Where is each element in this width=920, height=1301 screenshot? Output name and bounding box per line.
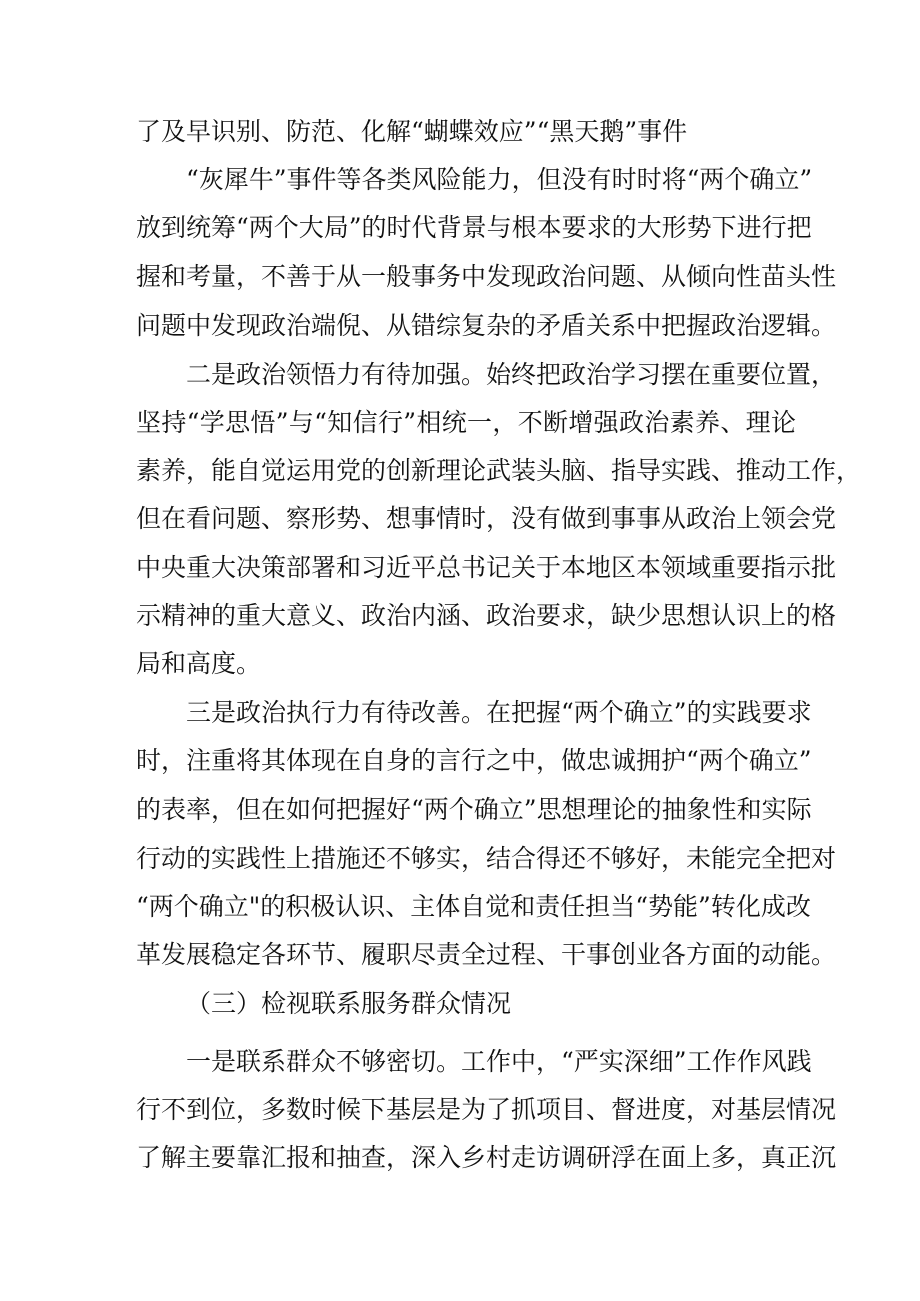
text-line-12: 局和高度。 bbox=[136, 649, 262, 678]
text-line-15: 的表率，但在如何把握好“两个确立”思想理论的抽象性和实际 bbox=[136, 795, 812, 824]
text-line-19: 一是联系群众不够密切。工作中，“严实深细”工作作风践 bbox=[186, 1047, 812, 1076]
text-line-17: “两个确立"的积极认识、主体自觉和责任担当“势能”转化成改 bbox=[136, 892, 811, 921]
text-line-6: 二是政治领悟力有待加强。始终把政治学习摆在重要位置， bbox=[186, 360, 837, 389]
section-heading: （三）检视联系服务群众情况 bbox=[186, 989, 512, 1018]
text-line-14: 时，注重将其体现在自身的言行之中，做忠诚拥护“两个确立” bbox=[136, 746, 812, 775]
text-line-2: “灰犀牛”事件等各类风险能力，但没有时时将“两个确立” bbox=[186, 165, 813, 194]
text-line-4: 握和考量，不善于从一般事务中发现政治问题、从倾向性苗头性 bbox=[136, 262, 837, 291]
text-line-11: 示精神的重大意义、政治内涵、政治要求，缺少思想认识上的格 bbox=[136, 601, 837, 630]
text-line-20: 行不到位，多数时候下基层是为了抓项目、督进度，对基层情况 bbox=[136, 1095, 837, 1124]
text-line-3: 放到统筹“两个大局”的时代背景与根本要求的大形势下进行把 bbox=[136, 213, 812, 242]
text-line-5: 问题中发现政治端倪、从错综复杂的矛盾关系中把握政治逻辑。 bbox=[136, 311, 837, 340]
text-line-18: 革发展稳定各环节、履职尽责全过程、干事创业各方面的动能。 bbox=[136, 940, 837, 969]
text-line-1: 了及早识别、防范、化解“蝴蝶效应”“黑天鹅”事件 bbox=[136, 117, 688, 146]
text-line-10: 中央重大决策部署和习近平总书记关于本地区本领域重要指示批 bbox=[136, 553, 837, 582]
text-line-21: 了解主要靠汇报和抽查，深入乡村走访调研浮在面上多，真正沉 bbox=[136, 1143, 837, 1172]
text-line-7: 坚持“学思悟”与“知信行”相统一，不断增强政治素养、理论 bbox=[136, 408, 796, 437]
text-line-13: 三是政治执行力有待改善。在把握“两个确立”的实践要求 bbox=[186, 698, 812, 727]
text-line-8: 素养，能自觉运用党的创新理论武装头脑、指导实践、推动工作， bbox=[136, 456, 862, 485]
text-line-16: 行动的实践性上措施还不够实，结合得还不够好，未能完全把对 bbox=[136, 844, 837, 873]
text-line-9: 但在看问题、察形势、想事情时，没有做到事事从政治上领会党 bbox=[136, 504, 837, 533]
